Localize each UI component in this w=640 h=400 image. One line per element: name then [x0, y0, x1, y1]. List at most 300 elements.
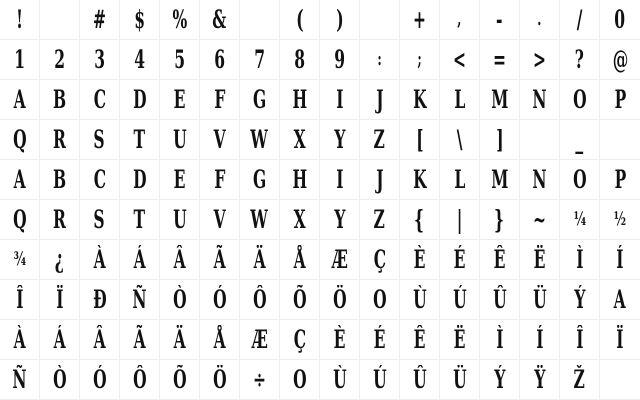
glyph-cell[interactable] — [240, 0, 280, 40]
glyph-cell[interactable] — [40, 280, 80, 320]
glyph-character: 0 — [614, 5, 626, 34]
glyph-character: E — [173, 165, 186, 194]
glyph-cell[interactable] — [480, 160, 520, 200]
glyph-character: 1 — [14, 45, 25, 74]
glyph-cell[interactable] — [600, 80, 640, 120]
glyph-character: B — [52, 85, 67, 114]
glyph-cell[interactable] — [80, 200, 120, 240]
glyph-character: > — [532, 45, 546, 74]
glyph-character: A — [13, 85, 26, 114]
glyph-cell[interactable] — [360, 320, 400, 360]
glyph-cell[interactable] — [0, 40, 40, 80]
glyph-character: [ — [415, 125, 424, 154]
glyph-cell[interactable] — [40, 80, 80, 120]
glyph-character: Ä — [253, 245, 266, 274]
glyph-cell[interactable] — [320, 320, 360, 360]
glyph-character: Í — [616, 245, 624, 274]
glyph-cell[interactable] — [200, 0, 240, 40]
glyph-cell[interactable] — [120, 0, 160, 40]
glyph-cell[interactable] — [480, 200, 520, 240]
glyph-cell[interactable] — [200, 240, 240, 280]
glyph-character: Ñ — [132, 285, 147, 314]
glyph-cell[interactable] — [520, 80, 560, 120]
glyph-cell[interactable] — [80, 320, 120, 360]
glyph-cell[interactable] — [160, 320, 200, 360]
glyph-cell[interactable] — [120, 40, 160, 80]
glyph-cell[interactable] — [400, 240, 440, 280]
glyph-character: Ö — [212, 365, 227, 394]
glyph-cell[interactable] — [480, 0, 520, 40]
glyph-cell[interactable] — [600, 200, 640, 240]
glyph-cell[interactable] — [400, 360, 440, 400]
glyph-cell[interactable] — [280, 160, 320, 200]
glyph-character: Ê — [413, 325, 426, 354]
glyph-cell[interactable] — [160, 80, 200, 120]
glyph-cell[interactable] — [120, 160, 160, 200]
glyph-cell[interactable] — [480, 320, 520, 360]
glyph-character: N — [532, 85, 547, 114]
glyph-character: Â — [173, 245, 186, 274]
glyph-cell[interactable] — [240, 160, 280, 200]
glyph-character: G — [252, 165, 267, 194]
glyph-cell[interactable] — [280, 200, 320, 240]
glyph-cell[interactable] — [360, 0, 400, 40]
glyph-character: G — [252, 85, 267, 114]
glyph-cell[interactable] — [520, 40, 560, 80]
glyph-character: W — [250, 125, 269, 154]
glyph-character: 8 — [294, 45, 305, 74]
glyph-cell[interactable] — [120, 240, 160, 280]
glyph-cell[interactable] — [40, 200, 80, 240]
glyph-cell[interactable] — [280, 280, 320, 320]
glyph-cell[interactable] — [320, 200, 360, 240]
glyph-character: 9 — [334, 45, 345, 74]
glyph-character: J — [375, 85, 384, 114]
glyph-character: + — [412, 5, 426, 34]
glyph-character: : — [377, 48, 382, 70]
glyph-cell[interactable] — [200, 80, 240, 120]
glyph-cell[interactable] — [600, 240, 640, 280]
glyph-character: Ð — [92, 285, 107, 314]
glyph-character: 4 — [134, 45, 145, 74]
glyph-character: H — [292, 165, 307, 194]
glyph-cell[interactable] — [400, 280, 440, 320]
glyph-cell[interactable] — [320, 240, 360, 280]
glyph-cell[interactable] — [120, 360, 160, 400]
glyph-cell[interactable] — [200, 320, 240, 360]
glyph-cell[interactable] — [320, 280, 360, 320]
glyph-cell[interactable] — [120, 80, 160, 120]
glyph-cell[interactable] — [440, 320, 480, 360]
glyph-cell[interactable] — [520, 120, 560, 160]
glyph-character: % — [172, 5, 187, 34]
glyph-character: Ç — [373, 245, 386, 274]
glyph-character: Û — [492, 285, 507, 314]
glyph-character: \ — [456, 125, 463, 154]
glyph-cell[interactable] — [320, 160, 360, 200]
glyph-cell[interactable] — [440, 280, 480, 320]
glyph-character: H — [292, 85, 307, 114]
glyph-character: ~ — [532, 205, 546, 234]
glyph-character: M — [490, 165, 509, 194]
glyph-cell[interactable] — [280, 40, 320, 80]
glyph-cell[interactable] — [600, 40, 640, 80]
glyph-character: 3 — [94, 45, 105, 74]
glyph-cell[interactable] — [280, 320, 320, 360]
glyph-character: ; — [417, 48, 422, 70]
glyph-cell[interactable] — [560, 120, 600, 160]
glyph-cell[interactable] — [160, 280, 200, 320]
glyph-character: J — [375, 165, 384, 194]
glyph-character: É — [373, 325, 386, 354]
glyph-cell[interactable] — [200, 160, 240, 200]
glyph-character: ? — [574, 45, 585, 74]
glyph-character: K — [412, 165, 427, 194]
glyph-character: Y — [333, 125, 346, 154]
glyph-cell[interactable] — [480, 120, 520, 160]
glyph-cell[interactable] — [560, 360, 600, 400]
glyph-character: . — [537, 8, 542, 30]
glyph-cell[interactable] — [520, 320, 560, 360]
glyph-cell[interactable] — [600, 120, 640, 160]
glyph-character: Ó — [92, 365, 107, 394]
glyph-character: O — [292, 365, 307, 394]
glyph-cell[interactable] — [200, 280, 240, 320]
glyph-character: Ê — [493, 245, 506, 274]
glyph-cell[interactable] — [160, 40, 200, 80]
glyph-character: À — [13, 325, 26, 354]
glyph-character: Ó — [212, 285, 227, 314]
glyph-cell[interactable] — [200, 120, 240, 160]
glyph-cell[interactable] — [600, 0, 640, 40]
glyph-character: V — [213, 205, 226, 234]
glyph-character: P — [614, 85, 626, 114]
glyph-cell[interactable] — [240, 80, 280, 120]
glyph-character: | — [456, 205, 463, 234]
glyph-character: , — [457, 8, 462, 30]
glyph-cell[interactable] — [480, 280, 520, 320]
glyph-character: Ú — [452, 285, 467, 314]
glyph-character: Ö — [332, 285, 347, 314]
glyph-cell[interactable] — [320, 40, 360, 80]
glyph-cell[interactable] — [440, 40, 480, 80]
glyph-cell[interactable] — [520, 360, 560, 400]
glyph-cell[interactable] — [200, 200, 240, 240]
glyph-character: Õ — [172, 365, 187, 394]
glyph-cell[interactable] — [400, 40, 440, 80]
glyph-cell[interactable] — [560, 240, 600, 280]
glyph-cell[interactable] — [0, 240, 40, 280]
glyph-cell[interactable] — [40, 0, 80, 40]
glyph-cell[interactable] — [360, 280, 400, 320]
glyph-cell[interactable] — [440, 360, 480, 400]
glyph-character: Á — [53, 325, 66, 354]
glyph-character: Z — [373, 205, 386, 234]
glyph-character: R — [53, 125, 66, 154]
glyph-character: V — [213, 125, 226, 154]
glyph-character: D — [132, 165, 147, 194]
glyph-cell[interactable] — [200, 360, 240, 400]
glyph-character: I — [335, 85, 344, 114]
glyph-character: X — [293, 205, 306, 234]
glyph-cell[interactable] — [600, 280, 640, 320]
glyph-character: A — [13, 165, 26, 194]
glyph-character: A — [613, 285, 627, 314]
glyph-character: È — [413, 245, 426, 274]
glyph-cell[interactable] — [400, 120, 440, 160]
glyph-character: ¿ — [54, 245, 65, 274]
glyph-cell[interactable] — [480, 40, 520, 80]
glyph-cell[interactable] — [0, 280, 40, 320]
glyph-cell[interactable] — [600, 320, 640, 360]
glyph-cell[interactable] — [360, 120, 400, 160]
glyph-cell[interactable] — [0, 160, 40, 200]
glyph-character: Î — [15, 285, 24, 314]
glyph-cell[interactable] — [240, 120, 280, 160]
glyph-cell[interactable] — [440, 120, 480, 160]
glyph-cell[interactable] — [520, 200, 560, 240]
glyph-cell[interactable] — [160, 360, 200, 400]
glyph-character: Ì — [575, 245, 584, 274]
glyph-cell[interactable] — [80, 280, 120, 320]
glyph-cell[interactable] — [440, 160, 480, 200]
glyph-cell[interactable] — [0, 120, 40, 160]
glyph-cell[interactable] — [0, 320, 40, 360]
glyph-cell[interactable] — [560, 80, 600, 120]
glyph-cell[interactable] — [0, 200, 40, 240]
glyph-character: Q — [12, 205, 27, 234]
glyph-character: C — [93, 85, 106, 114]
glyph-character: N — [532, 165, 547, 194]
glyph-cell[interactable] — [160, 160, 200, 200]
glyph-cell[interactable] — [120, 200, 160, 240]
glyph-character: 5 — [174, 45, 185, 74]
glyph-cell[interactable] — [360, 160, 400, 200]
glyph-character: D — [132, 85, 147, 114]
glyph-character: 7 — [254, 45, 265, 74]
glyph-cell[interactable] — [160, 120, 200, 160]
glyph-character: Â — [93, 325, 106, 354]
glyph-cell[interactable] — [400, 200, 440, 240]
glyph-cell[interactable] — [320, 120, 360, 160]
glyph-character: Ã — [213, 245, 226, 274]
glyph-character: Á — [133, 245, 146, 274]
glyph-cell[interactable] — [80, 0, 120, 40]
glyph-character: U — [172, 205, 187, 234]
glyph-cell[interactable] — [520, 240, 560, 280]
glyph-character: L — [454, 165, 465, 194]
glyph-cell[interactable] — [280, 120, 320, 160]
glyph-character: Ô — [252, 285, 267, 314]
glyph-character: Ã — [133, 325, 146, 354]
glyph-cell[interactable] — [120, 320, 160, 360]
glyph-character: - — [496, 5, 503, 34]
glyph-cell[interactable] — [240, 200, 280, 240]
glyph-character: 2 — [54, 45, 65, 74]
glyph-character: O — [572, 165, 587, 194]
glyph-character: B — [52, 165, 67, 194]
glyph-cell[interactable] — [40, 120, 80, 160]
glyph-character: Ñ — [12, 365, 27, 394]
glyph-cell[interactable] — [280, 360, 320, 400]
glyph-cell[interactable] — [560, 280, 600, 320]
glyph-cell[interactable] — [440, 80, 480, 120]
glyph-character: X — [293, 125, 306, 154]
glyph-character: È — [333, 325, 346, 354]
glyph-cell[interactable] — [480, 240, 520, 280]
glyph-cell[interactable] — [40, 240, 80, 280]
glyph-cell[interactable] — [40, 40, 80, 80]
glyph-character: Ÿ — [533, 365, 546, 394]
glyph-cell[interactable] — [400, 320, 440, 360]
glyph-character: ! — [16, 5, 23, 34]
glyph-character: Ý — [493, 365, 506, 394]
glyph-character: Î — [575, 325, 584, 354]
glyph-cell[interactable] — [80, 80, 120, 120]
glyph-character: Ä — [173, 325, 186, 354]
glyph-character: T — [133, 125, 146, 154]
glyph-character: ( — [295, 5, 304, 34]
glyph-character: F — [213, 165, 226, 194]
glyph-cell[interactable] — [0, 0, 40, 40]
glyph-cell[interactable] — [560, 160, 600, 200]
glyph-character: W — [250, 205, 269, 234]
glyph-cell[interactable] — [240, 280, 280, 320]
glyph-cell[interactable] — [560, 0, 600, 40]
glyph-character: Ë — [533, 245, 546, 274]
glyph-cell[interactable] — [560, 40, 600, 80]
glyph-character: } — [494, 205, 505, 234]
glyph-cell[interactable] — [360, 240, 400, 280]
glyph-character: E — [173, 85, 186, 114]
glyph-character: Ë — [453, 325, 466, 354]
glyph-cell[interactable] — [280, 240, 320, 280]
glyph-character: Æ — [251, 325, 268, 354]
glyph-cell[interactable] — [360, 360, 400, 400]
glyph-character: O — [572, 85, 587, 114]
glyph-cell[interactable] — [160, 240, 200, 280]
glyph-cell[interactable] — [80, 120, 120, 160]
glyph-cell[interactable] — [160, 200, 200, 240]
glyph-character: Í — [535, 325, 544, 354]
glyph-character: ] — [495, 125, 504, 154]
glyph-character: Ï — [616, 325, 624, 354]
glyph-cell[interactable] — [80, 360, 120, 400]
glyph-cell[interactable] — [280, 80, 320, 120]
glyph-character: Õ — [292, 285, 307, 314]
glyph-character: O — [372, 285, 387, 314]
glyph-cell[interactable] — [400, 160, 440, 200]
glyph-cell[interactable] — [480, 80, 520, 120]
glyph-cell[interactable] — [80, 240, 120, 280]
glyph-cell[interactable] — [440, 0, 480, 40]
glyph-character: _ — [575, 125, 584, 154]
glyph-cell[interactable] — [440, 240, 480, 280]
glyph-cell[interactable] — [120, 120, 160, 160]
glyph-character: ½ — [613, 208, 627, 230]
glyph-character: Ô — [132, 365, 147, 394]
glyph-character: C — [93, 165, 106, 194]
glyph-character: Ù — [332, 365, 347, 394]
glyph-cell[interactable] — [480, 360, 520, 400]
glyph-character: Ý — [573, 285, 586, 314]
glyph-character: S — [93, 125, 106, 154]
glyph-character: & — [212, 5, 227, 34]
glyph-cell[interactable] — [360, 200, 400, 240]
glyph-character: Ú — [372, 365, 387, 394]
glyph-character: M — [490, 85, 509, 114]
glyph-cell[interactable] — [400, 0, 440, 40]
glyph-cell[interactable] — [360, 40, 400, 80]
glyph-character: F — [213, 85, 226, 114]
glyph-character: À — [93, 245, 106, 274]
glyph-cell[interactable] — [80, 160, 120, 200]
glyph-character: Û — [412, 365, 427, 394]
glyph-cell[interactable] — [120, 280, 160, 320]
glyph-cell[interactable] — [320, 0, 360, 40]
glyph-character: Ü — [532, 285, 547, 314]
glyph-cell[interactable] — [400, 80, 440, 120]
glyph-cell[interactable] — [240, 240, 280, 280]
glyph-cell[interactable] — [40, 320, 80, 360]
glyph-cell[interactable] — [0, 360, 40, 400]
glyph-character: ¼ — [573, 208, 586, 230]
glyph-character: ¾ — [13, 248, 26, 270]
glyph-character: { — [414, 205, 425, 234]
glyph-cell[interactable] — [240, 360, 280, 400]
glyph-cell[interactable] — [560, 200, 600, 240]
glyph-character: Ù — [412, 285, 427, 314]
glyph-cell[interactable] — [600, 160, 640, 200]
glyph-cell[interactable] — [520, 280, 560, 320]
glyph-character: Ž — [573, 365, 586, 394]
glyph-cell[interactable] — [80, 40, 120, 80]
glyph-cell[interactable] — [320, 360, 360, 400]
glyph-character: Q — [12, 125, 27, 154]
glyph-cell[interactable] — [280, 0, 320, 40]
glyph-character: S — [93, 205, 106, 234]
glyph-character: $ — [134, 5, 145, 34]
glyph-cell[interactable] — [520, 0, 560, 40]
glyph-character: P — [614, 165, 626, 194]
glyph-character: < — [452, 45, 466, 74]
glyph-cell[interactable] — [40, 160, 80, 200]
glyph-cell[interactable] — [40, 360, 80, 400]
glyph-cell[interactable] — [520, 160, 560, 200]
glyph-cell[interactable] — [240, 40, 280, 80]
glyph-cell[interactable] — [600, 360, 640, 400]
glyph-cell[interactable] — [320, 80, 360, 120]
glyph-character: Ò — [52, 365, 67, 394]
glyph-cell[interactable] — [240, 320, 280, 360]
glyph-cell[interactable] — [560, 320, 600, 360]
glyph-cell[interactable] — [0, 80, 40, 120]
glyph-character: Å — [213, 325, 226, 354]
glyph-character: U — [172, 125, 187, 154]
glyph-cell[interactable] — [360, 80, 400, 120]
glyph-character: Ï — [55, 285, 64, 314]
glyph-character: ÷ — [252, 365, 266, 394]
glyph-character: Ç — [293, 325, 306, 354]
glyph-cell[interactable] — [160, 0, 200, 40]
glyph-character: Å — [293, 245, 306, 274]
glyph-character: Ü — [452, 365, 467, 394]
glyph-cell[interactable] — [200, 40, 240, 80]
glyph-cell[interactable] — [440, 200, 480, 240]
glyph-character: R — [53, 205, 66, 234]
glyph-character: Y — [333, 205, 346, 234]
glyph-character: = — [492, 45, 506, 74]
